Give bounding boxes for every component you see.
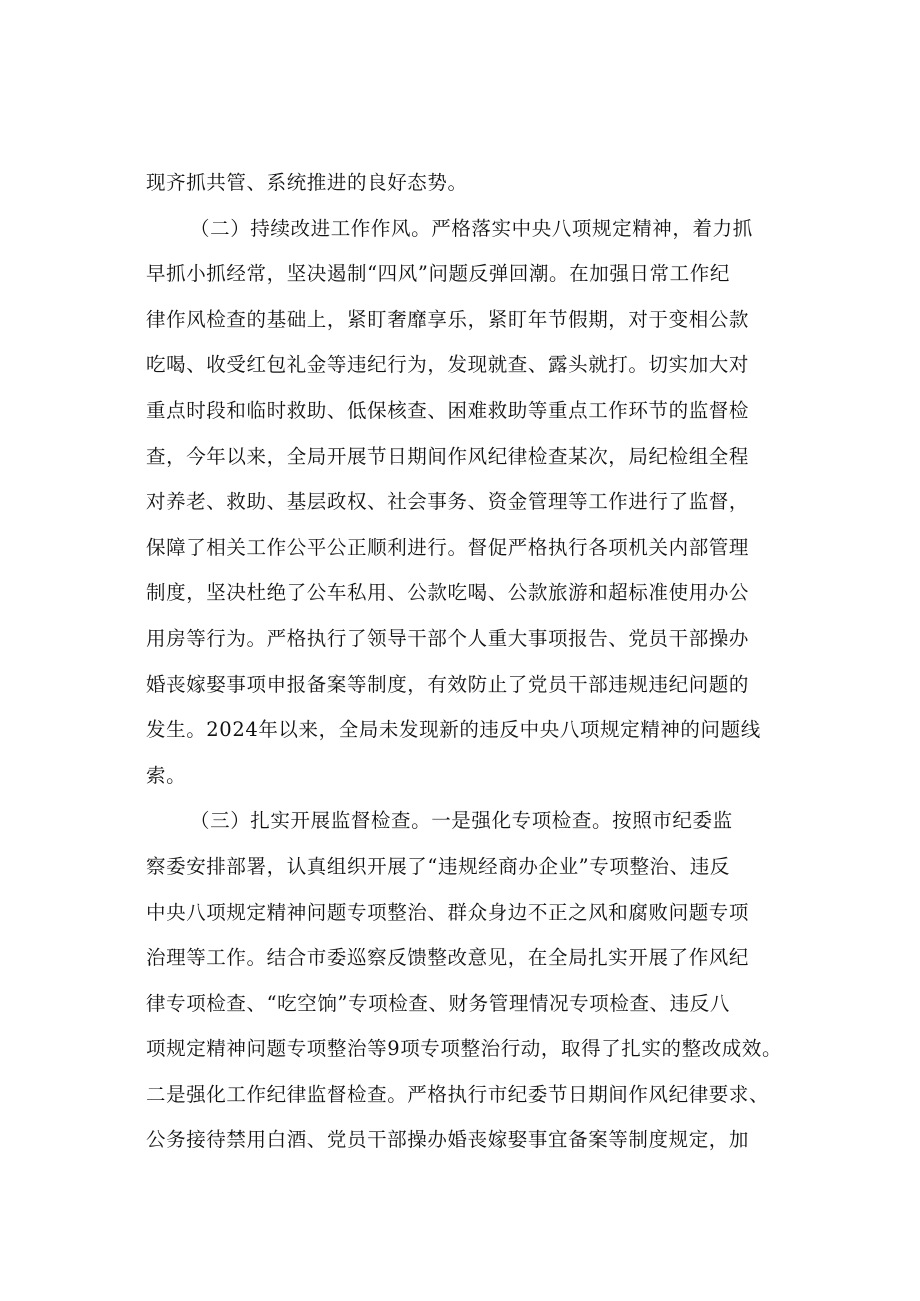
- text-line: 公务接待禁用白酒、党员干部操办婚丧嫁娶事宜备案等制度规定，加: [146, 1128, 750, 1152]
- text-line: 用房等行为。严格执行了领导干部个人重大事项报告、党员干部操办: [146, 626, 750, 650]
- text-line: 保障了相关工作公平公正顺利进行。督促严格执行各项机关内部管理: [146, 535, 750, 559]
- text-line: 发生。2024年以来，全局未发现新的违反中央八项规定精神的问题线: [146, 718, 761, 742]
- text-line: 现齐抓共管、系统推进的良好态势。: [146, 171, 468, 194]
- text-line: 项规定精神问题专项整治等9项专项整治行动，取得了扎实的整改成效。: [146, 1037, 783, 1061]
- text-line: 查，今年以来，全局开展节日期间作风纪律检查某次，局纪检组全程: [146, 444, 750, 468]
- text-line: 吃喝、收受红包礼金等违纪行为，发现就查、露头就打。切实加大对: [146, 353, 750, 377]
- text-line: 中央八项规定精神问题专项整治、群众身边不正之风和腐败问题专项: [146, 900, 750, 924]
- text-line: 婚丧嫁娶事项申报备案等制度，有效防止了党员干部违规违纪问题的: [146, 672, 750, 696]
- text-line-paragraph-start: （二）持续改进工作作风。严格落实中央八项规定精神，着力抓: [190, 216, 753, 240]
- text-line: 律专项检查、“吃空饷”专项检查、财务管理情况专项检查、违反八: [146, 991, 730, 1015]
- text-line: 早抓小抓经常，坚决遏制“四风”问题反弹回潮。在加强日常工作纪: [146, 262, 730, 286]
- text-line: 重点时段和临时救助、低保核查、困难救助等重点工作环节的监督检: [146, 398, 750, 422]
- text-line: 察委安排部署，认真组织开展了“违规经商办企业”专项整治、违反: [146, 854, 730, 878]
- text-line: 索。: [146, 763, 187, 787]
- text-line: 对养老、救助、基层政权、社会事务、资金管理等工作进行了监督，: [146, 490, 750, 514]
- text-line: 治理等工作。结合市委巡察反馈整改意见，在全局扎实开展了作风纪: [146, 946, 750, 970]
- text-line-paragraph-start: （三）扎实开展监督检查。一是强化专项检查。按照市纪委监: [190, 809, 733, 833]
- body-text: [146, 160, 798, 1163]
- text-line: 律作风检查的基础上，紧盯奢靡享乐，紧盯年节假期，对于变相公款: [146, 307, 750, 331]
- text-line: 二是强化工作纪律监督检查。严格执行市纪委节日期间作风纪律要求、: [146, 1082, 770, 1106]
- text-line: 制度，坚决杜绝了公车私用、公款吃喝、公款旅游和超标准使用办公: [146, 581, 750, 605]
